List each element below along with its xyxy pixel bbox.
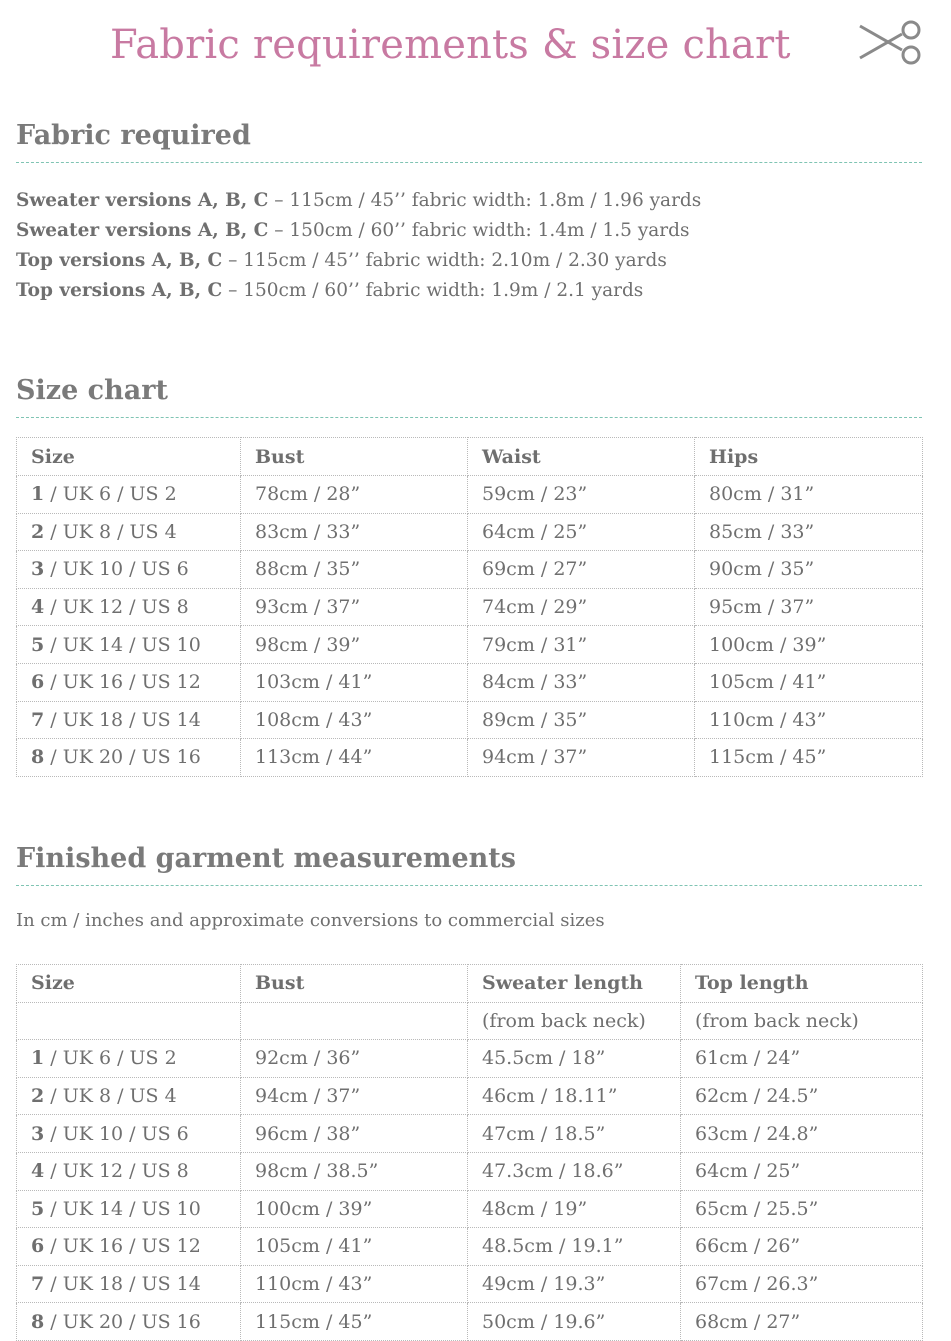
table-cell: 3 / UK 10 / US 6 [17, 551, 241, 589]
table-cell: 7 / UK 18 / US 14 [17, 1265, 241, 1303]
divider [16, 885, 922, 886]
table-cell: 95cm / 37” [695, 588, 923, 626]
table-cell: 88cm / 35” [241, 551, 468, 589]
fabric-heading: Fabric required [16, 120, 251, 151]
header-bust: Bust [241, 438, 468, 476]
table-cell: 108cm / 43” [241, 701, 468, 739]
table-cell: 83cm / 33” [241, 513, 468, 551]
table-cell: 61cm / 24” [681, 1040, 923, 1078]
table-cell: (from back neck) [468, 1002, 681, 1040]
table-cell: 3 / UK 10 / US 6 [17, 1115, 241, 1153]
table-cell: 115cm / 45” [695, 739, 923, 777]
table-cell: 4 / UK 12 / US 8 [17, 588, 241, 626]
table-cell: 103cm / 41” [241, 663, 468, 701]
table-cell: 45.5cm / 18” [468, 1040, 681, 1078]
table-cell: 2 / UK 8 / US 4 [17, 1077, 241, 1115]
table-cell: 1 / UK 6 / US 2 [17, 1040, 241, 1078]
table-cell: 79cm / 31” [468, 626, 695, 664]
finished-heading: Finished garment measurements [16, 843, 516, 874]
table-cell: 113cm / 44” [241, 739, 468, 777]
finished-measurements-table [16, 964, 923, 1341]
table-cell: 59cm / 23” [468, 476, 695, 514]
table-cell: 63cm / 24.8” [681, 1115, 923, 1153]
fabric-line: Sweater versions A, B, C – 115cm / 45’’ fabric width: 1.8m / 1.96 yards [16, 190, 702, 211]
table-cell: 78cm / 28” [241, 476, 468, 514]
table-cell: 74cm / 29” [468, 588, 695, 626]
table-cell: 67cm / 26.3” [681, 1265, 923, 1303]
header-top-length: Top length [681, 965, 923, 1003]
table-cell: 46cm / 18.11” [468, 1077, 681, 1115]
table-cell: 7 / UK 18 / US 14 [17, 701, 241, 739]
table-cell: 50cm / 19.6” [468, 1303, 681, 1341]
table-cell: 94cm / 37” [468, 739, 695, 777]
table-cell: 2 / UK 8 / US 4 [17, 513, 241, 551]
table-cell: 84cm / 33” [468, 663, 695, 701]
table-row [17, 1077, 923, 1115]
table-cell: 48cm / 19” [468, 1190, 681, 1228]
table-cell [17, 1002, 241, 1040]
table-cell: 90cm / 35” [695, 551, 923, 589]
table-row [17, 701, 923, 739]
table-row [17, 663, 923, 701]
table-cell: 100cm / 39” [241, 1190, 468, 1228]
table-cell: 105cm / 41” [241, 1228, 468, 1266]
header-bust: Bust [241, 965, 468, 1003]
table-cell: 1 / UK 6 / US 2 [17, 476, 241, 514]
table-subheader-row [17, 1002, 923, 1040]
table-cell: 66cm / 26” [681, 1228, 923, 1266]
table-cell: 65cm / 25.5” [681, 1190, 923, 1228]
table-cell: 80cm / 31” [695, 476, 923, 514]
table-cell: 8 / UK 20 / US 16 [17, 1303, 241, 1341]
table-row [17, 1303, 923, 1341]
table-row [17, 626, 923, 664]
header-size: Size [17, 438, 241, 476]
header-waist: Waist [468, 438, 695, 476]
table-row [17, 739, 923, 777]
table-cell: 94cm / 37” [241, 1077, 468, 1115]
finished-note: In cm / inches and approximate conversions to commercial sizes [16, 910, 605, 931]
fabric-line: Top versions A, B, C – 115cm / 45’’ fabric width: 2.10m / 2.30 yards [16, 250, 667, 271]
size-chart-table [16, 437, 923, 777]
table-cell: 98cm / 38.5” [241, 1152, 468, 1190]
page-title: Fabric requirements & size chart [110, 22, 791, 68]
table-cell: 5 / UK 14 / US 10 [17, 1190, 241, 1228]
header-size: Size [17, 965, 241, 1003]
table-cell: 49cm / 19.3” [468, 1265, 681, 1303]
header-hips: Hips [695, 438, 923, 476]
table-cell: 48.5cm / 19.1” [468, 1228, 681, 1266]
fabric-line: Sweater versions A, B, C – 150cm / 60’’ fabric width: 1.4m / 1.5 yards [16, 220, 690, 241]
table-cell: 5 / UK 14 / US 10 [17, 626, 241, 664]
table-cell: 8 / UK 20 / US 16 [17, 739, 241, 777]
divider [16, 162, 922, 163]
table-header-row [17, 438, 923, 476]
fabric-list [16, 186, 701, 306]
table-cell: 64cm / 25” [468, 513, 695, 551]
table-cell: 89cm / 35” [468, 701, 695, 739]
table-cell: 47.3cm / 18.6” [468, 1152, 681, 1190]
table-row [17, 1152, 923, 1190]
table-cell [241, 1002, 468, 1040]
fabric-line: Top versions A, B, C – 150cm / 60’’ fabric width: 1.9m / 2.1 yards [16, 280, 644, 301]
table-cell: 105cm / 41” [695, 663, 923, 701]
table-cell: 110cm / 43” [241, 1265, 468, 1303]
table-cell: 64cm / 25” [681, 1152, 923, 1190]
table-cell: 92cm / 36” [241, 1040, 468, 1078]
header-sweater-length: Sweater length [468, 965, 681, 1003]
table-cell: 68cm / 27” [681, 1303, 923, 1341]
table-row [17, 588, 923, 626]
table-cell: 110cm / 43” [695, 701, 923, 739]
table-cell: 98cm / 39” [241, 626, 468, 664]
table-cell: 47cm / 18.5” [468, 1115, 681, 1153]
table-cell: (from back neck) [681, 1002, 923, 1040]
table-cell: 62cm / 24.5” [681, 1077, 923, 1115]
size-chart-heading: Size chart [16, 375, 168, 406]
table-row [17, 476, 923, 514]
table-cell: 6 / UK 16 / US 12 [17, 663, 241, 701]
table-row [17, 1228, 923, 1266]
table-row [17, 1040, 923, 1078]
table-cell: 6 / UK 16 / US 12 [17, 1228, 241, 1266]
table-cell: 100cm / 39” [695, 626, 923, 664]
table-row [17, 1115, 923, 1153]
table-row [17, 1265, 923, 1303]
table-cell: 4 / UK 12 / US 8 [17, 1152, 241, 1190]
divider [16, 417, 922, 418]
table-cell: 69cm / 27” [468, 551, 695, 589]
table-cell: 115cm / 45” [241, 1303, 468, 1341]
table-cell: 96cm / 38” [241, 1115, 468, 1153]
table-row [17, 513, 923, 551]
table-cell: 85cm / 33” [695, 513, 923, 551]
table-header-row [17, 965, 923, 1003]
table-row [17, 1190, 923, 1228]
table-row [17, 551, 923, 589]
scissors-icon [856, 20, 924, 66]
table-cell: 93cm / 37” [241, 588, 468, 626]
